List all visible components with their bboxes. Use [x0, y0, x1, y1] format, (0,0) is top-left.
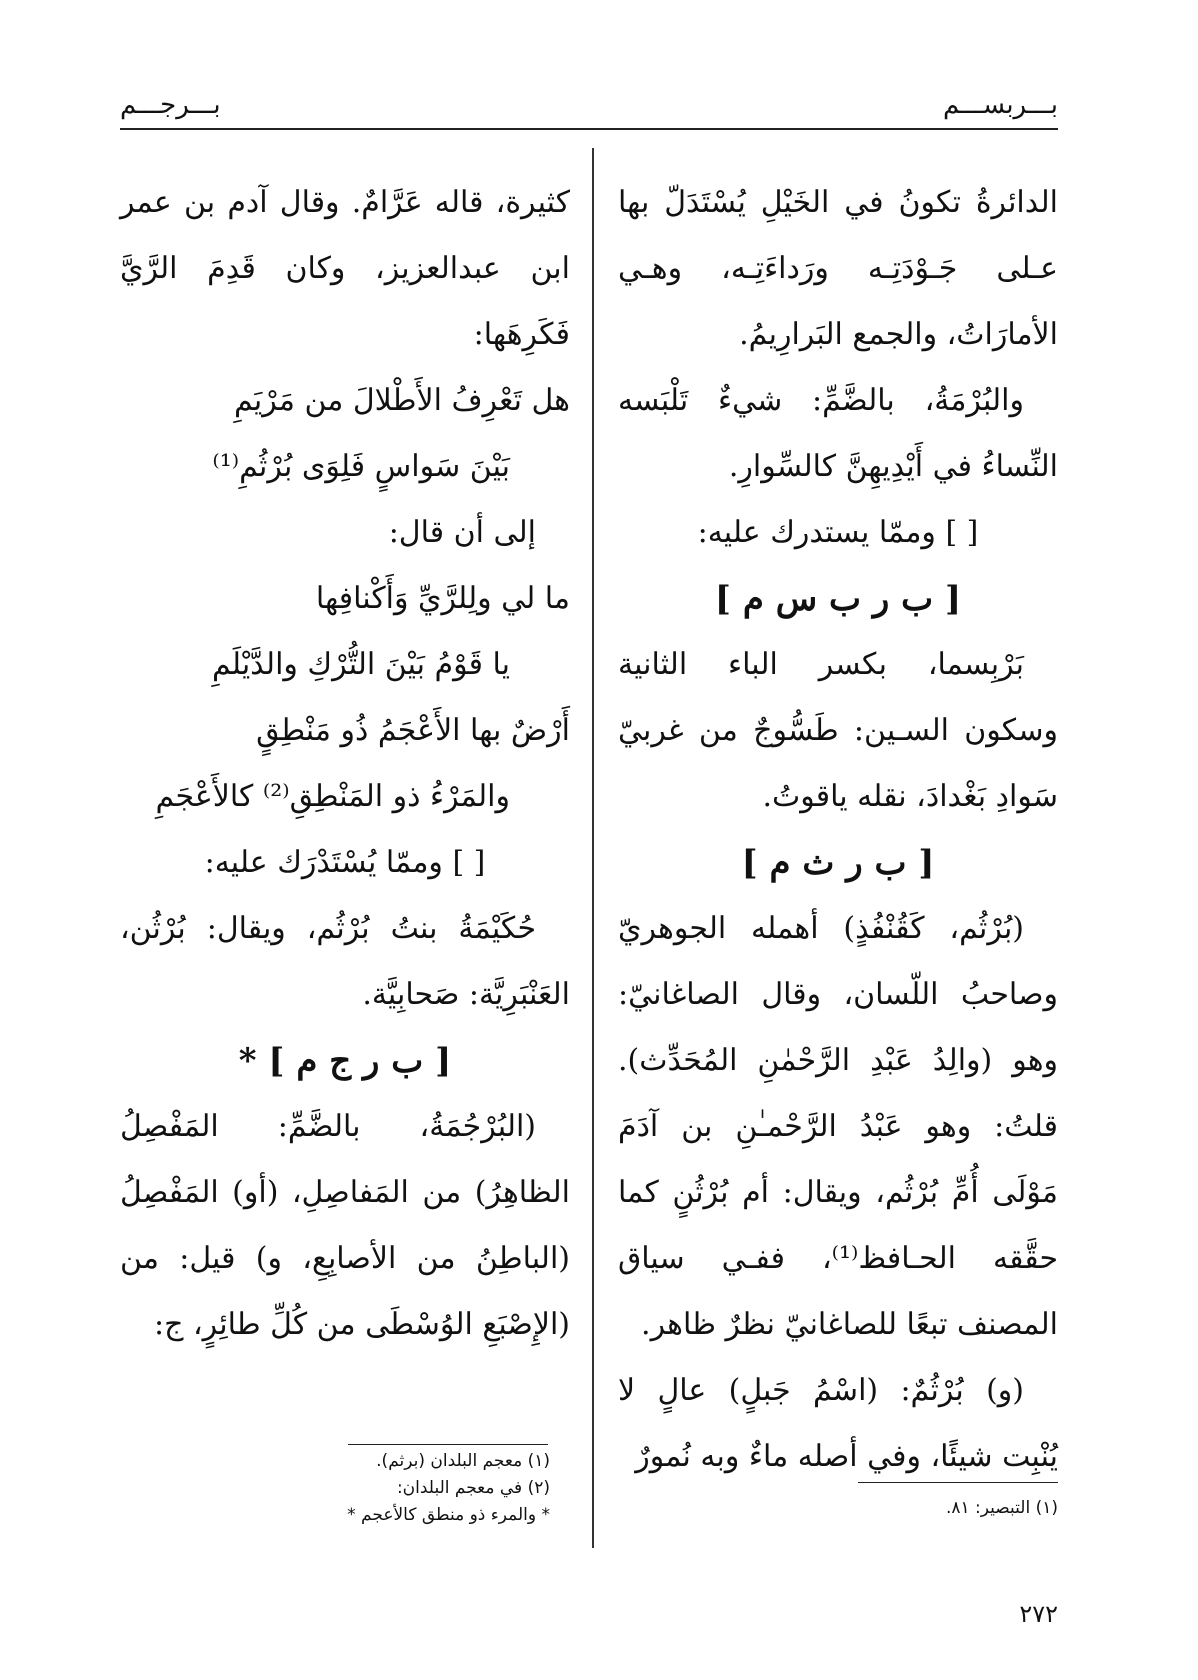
footnote: (٢) في معجم البلدان: — [396, 1478, 550, 1498]
footnote: (١) معجم البلدان (برثم). — [376, 1451, 550, 1471]
addendum-note: [ ] وممّا يُسْتَدْرَك عليه: — [204, 845, 486, 880]
verse-line: والمَرْءُ ذو المَنْطِقِ⁽²⁾ كالأَعْجَمِ — [155, 779, 510, 814]
footnote: (١) التبصير: ٨١. — [945, 1498, 1058, 1518]
paragraph: الدائرةُ تكونُ في الخَيْلِ يُسْتَدَلّ بها عـلى جَـوْدَتِـه ورَداءَتِـه، وهـي الأمارَاتُ، والجمع البَرارِيمُ. — [618, 185, 1058, 352]
running-header-left: بـــرجـــم — [120, 90, 221, 120]
header-rule — [120, 128, 1058, 130]
verse-line: أَرْضٌ بها الأَعْجَمُ ذُو مَنْطِقٍ — [256, 713, 570, 748]
entry-title: [ ب ر ج م ] * — [238, 1041, 452, 1081]
paragraph: (بُرْثُم، كَقُنْفُذٍ) أهمله الجوهريّ وصاحبُ اللّسان، وقال الصاغانيّ: وهو (والِدُ عَبْدِ الرَّحْمٰنِ المُحَدِّث). قلتُ: وهو عَبْدُ الرَّحْمـٰنِ بن آدَمَ مَوْلَى أُمِّ بُرْثُم، ويقال: أم بُرْثُنٍ كما حقَّقه الحـافظ⁽¹⁾، ففـي سياق المصنف تبعًا للصاغانيّ نظرٌ ظاهر. — [618, 911, 1058, 1342]
column-divider — [592, 148, 594, 1548]
entry-title: [ ب ر ث م ] — [741, 843, 935, 883]
paragraph: (و) بُرْثُمٌ: (اسْمُ جَبلٍ) عالٍ لا يُنْبِت شيئًا، وفي أصله ماءٌ وبه نُمورٌ — [618, 1373, 1058, 1474]
footnote: * والمرء ذو منطق كالأعجم * — [347, 1505, 550, 1525]
entry-title: [ ب ر ب س م ] — [714, 579, 962, 619]
verse-line: ما لي ولِلرَّيِّ وَأَكْنافِها — [315, 581, 570, 616]
footnotes-left — [120, 1448, 550, 1529]
right-column — [618, 170, 1058, 1490]
paragraph: (البُرْجُمَةُ، بالضَّمِّ: المَفْصِلُ الظاهِرُ) من المَفاصِلِ، (أو) المَفْصِلُ (الباطِنُ من الأصابِعِ، و) قيل: من (الإِصْبَعِ الوُسْطَى من كُلِّ طائِرٍ، ج: — [120, 1109, 570, 1342]
footnote-rule — [858, 1482, 1058, 1483]
paragraph: بَرْبِسما، بكسر الباء الثانية وسكون السـين: طَسُّوجٌ من غربيّ سَوادِ بَغْدادَ، نقله ياقوتُ. — [618, 647, 1058, 814]
running-header-right: بـــربســـم — [942, 90, 1058, 120]
paragraph: والبُرْمَةُ، بالضَّمِّ: شيءٌ تَلْبَسه النِّساءُ في أَيْدِيهِنَّ كالسِّوارِ. — [618, 383, 1058, 484]
footnote-rule — [348, 1444, 548, 1445]
paragraph: كثيرة، قاله عَرَّامٌ. وقال آدم بن عمر ابن عبدالعزيز، وكان قَدِمَ الرَّيَّ فَكَرِهَها: — [120, 185, 570, 352]
verse-line: بَيْنَ سَواسٍ فَلِوَى بُرْثُمِ⁽¹⁾ — [212, 449, 510, 484]
paragraph: إلى أن قال: — [388, 515, 536, 550]
left-column — [120, 170, 570, 1358]
addendum-note: [ ] وممّا يستدرك عليه: — [697, 515, 979, 550]
page-number: ٢٧٢ — [1019, 1600, 1058, 1628]
verse-line: هل تَعْرِفُ الأَطْلالَ من مَرْيَمِ — [233, 383, 570, 418]
verse-line: يا قَوْمُ بَيْنَ التُّرْكِ والدَّيْلَمِ — [211, 647, 510, 682]
paragraph: حُكَيْمَةُ بنتُ بُرْثُم، ويقال: بُرْثُن، العَنْبَرِيَّة: صَحابِيَّة. — [120, 911, 570, 1012]
